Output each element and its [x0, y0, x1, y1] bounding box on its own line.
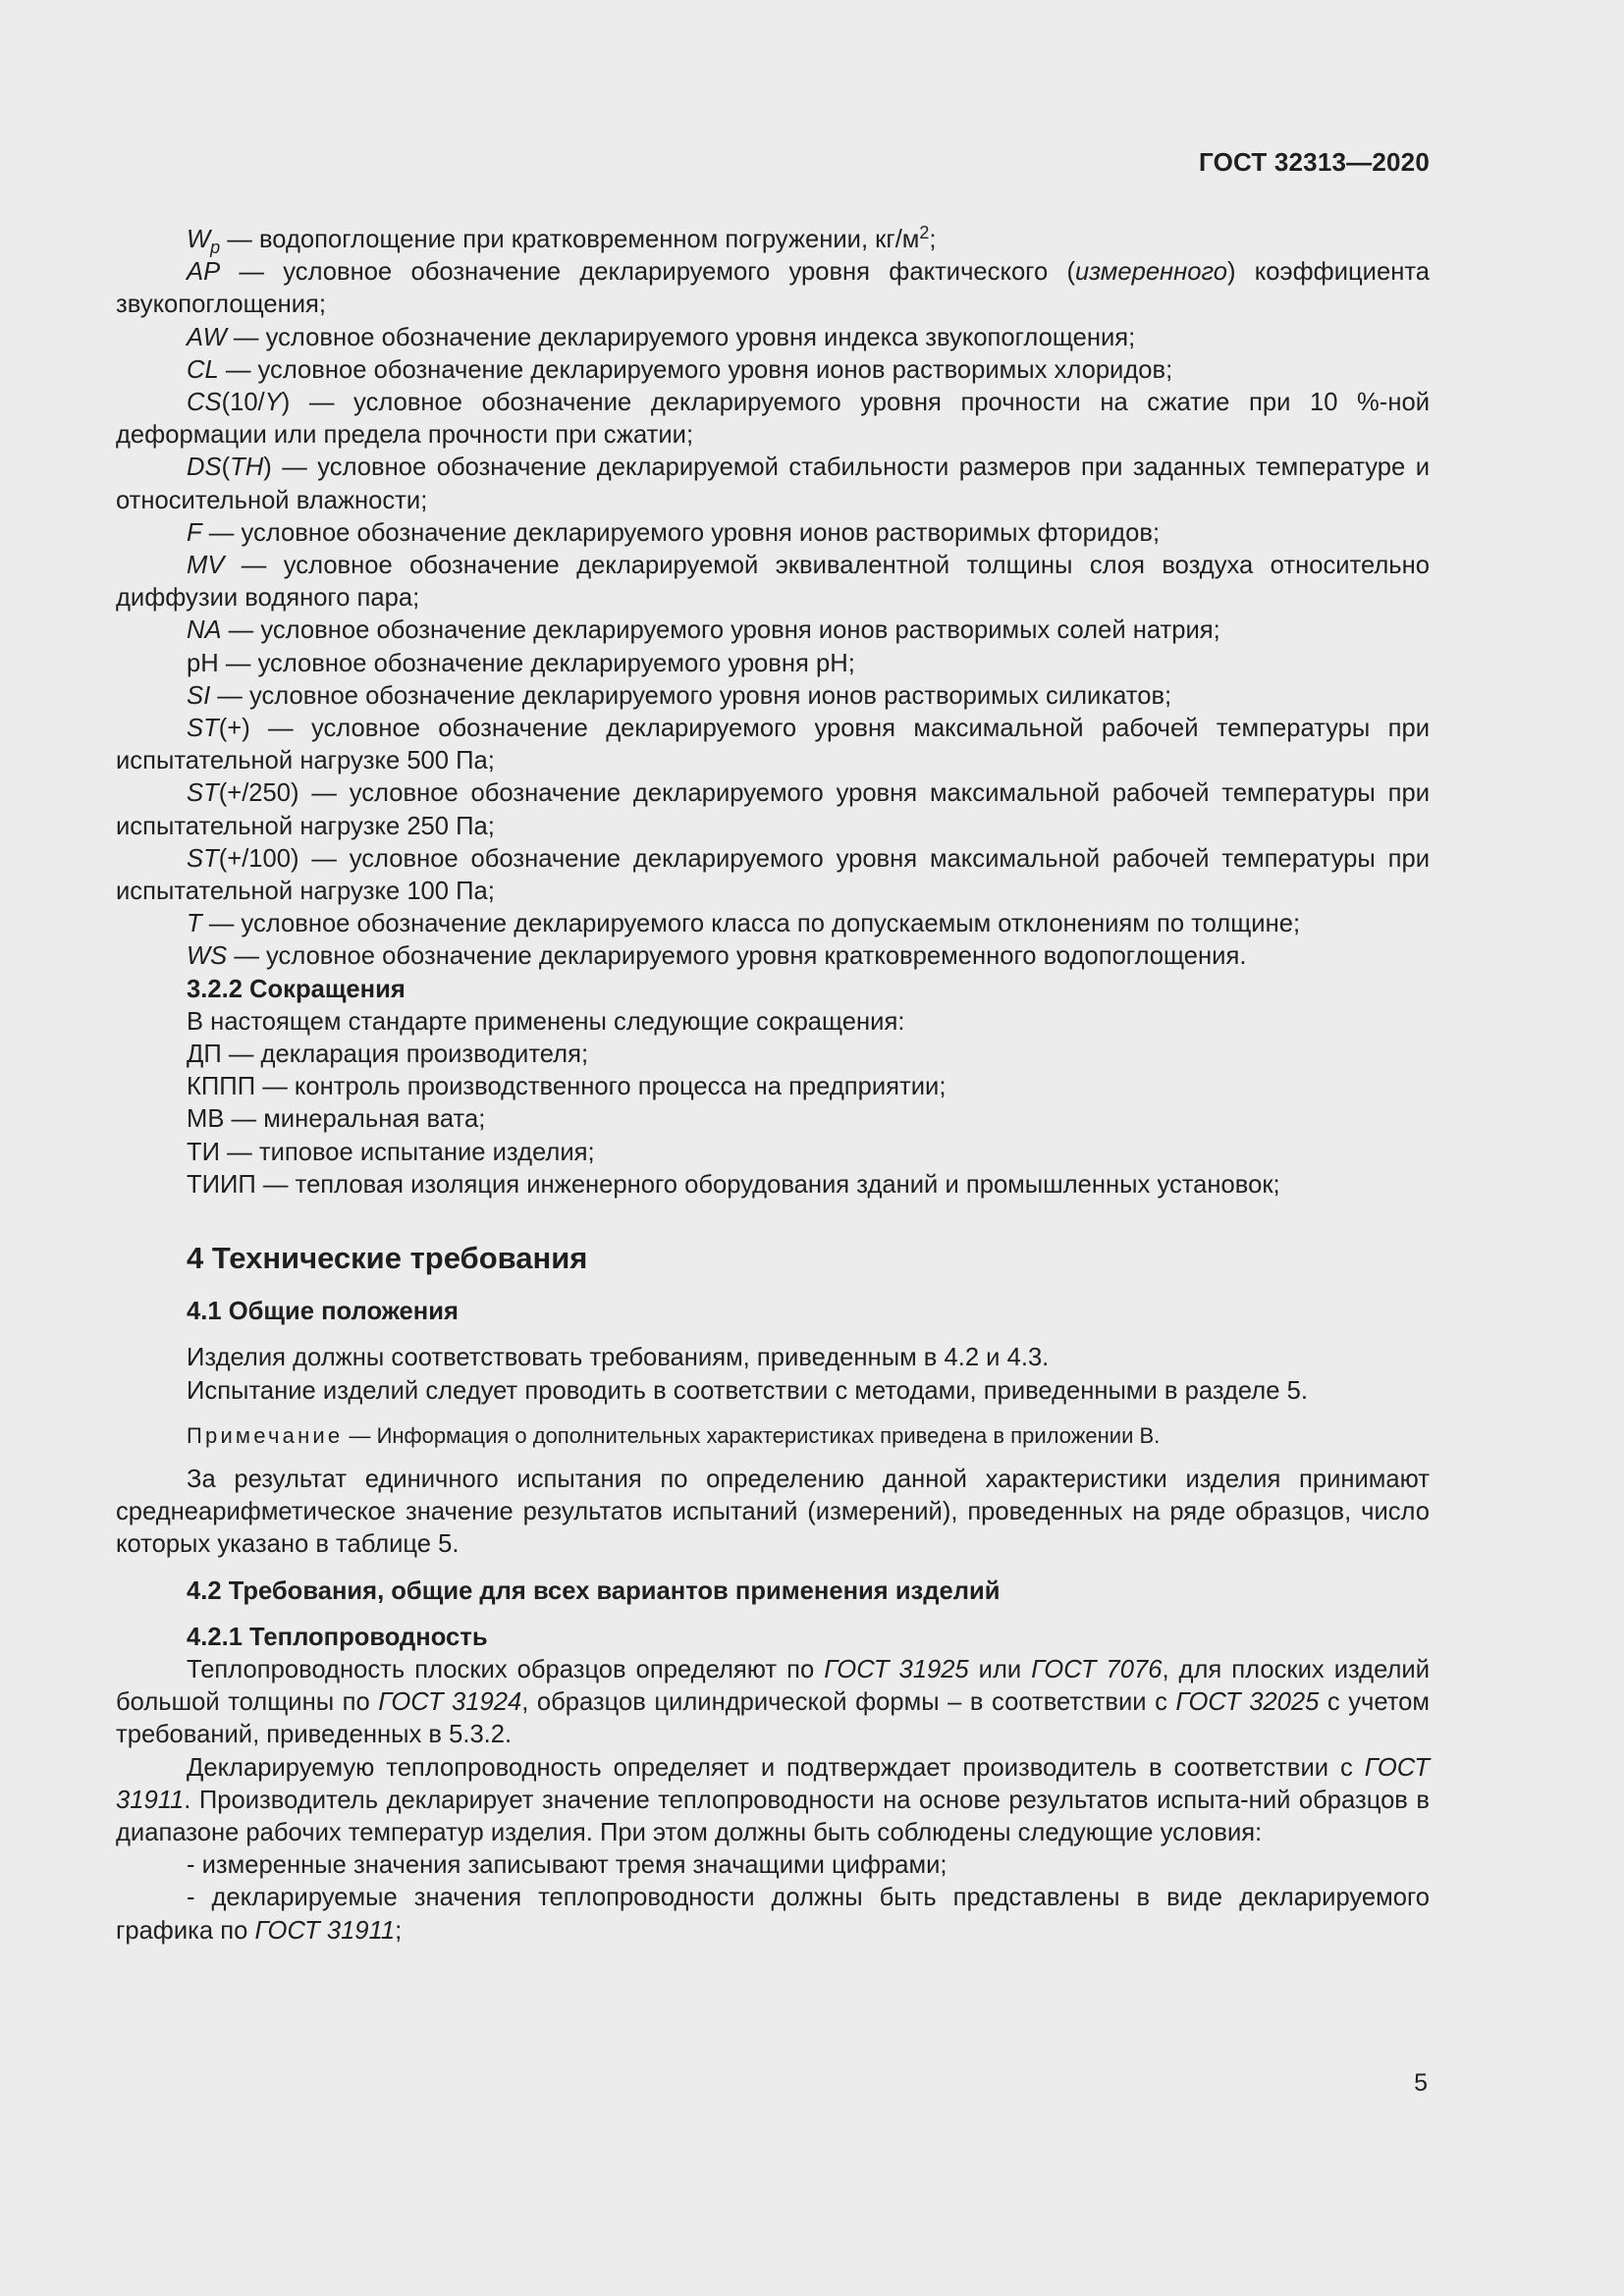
abbrev-item: ДП — декларация производителя; — [187, 1041, 589, 1069]
symbol-st-250: ST(+/250) — условное обозначение декларируемого уровня максимальной рабочей температуры при испытательной нагрузке 250 Па; — [116, 779, 1430, 840]
symbol-st-500: ST(+) — условное обозначение декларируемого уровня максимальной рабочей температуры при испытательной нагрузке 500 Па; — [116, 715, 1430, 775]
section-4-2-title: 4.2 Требования, общие для всех вариантов применения изделий — [187, 1576, 1001, 1605]
symbol-mv: MV — условное обозначение декларируемой эквивалентной толщины слоя воздуха относительно диффузии водяного пара; — [116, 552, 1430, 613]
gost-ref: ГОСТ 31925 — [824, 1655, 969, 1683]
abbrev-item: МВ — минеральная вата; — [187, 1105, 486, 1134]
gost-ref: ГОСТ 31911 — [254, 1916, 396, 1945]
section-4-2-1-p1: Теплопроводность плоских образцов определяют по ГОСТ 31925 или ГОСТ 7076, для плоских изделий большой толщины по ГОСТ 31924, образцов цилиндрической формы – в соответствии с ГОСТ 32025 с учетом требований, приведенных в 5.3.2. — [116, 1655, 1431, 1749]
gost-ref: ГОСТ 7076 — [1031, 1655, 1163, 1683]
symbol-cs: CS(10/Y) — условное обозначение декларируемого уровня прочности на сжатие при 10 %-ной деформации или предела прочности при сжатии; — [116, 389, 1430, 450]
symbol-ws: WS — условное обозначение декларируемого уровня кратковременного водопоглощения. — [187, 942, 1247, 971]
section-4-2-1-p2: Декларируемую теплопроводность определяет и подтверждает производитель в соответствии с ГОСТ 31911. Производитель декларирует значение теплопроводности на основе результатов испыта-ний образцов в диапазоне рабочих температур изделия. При этом должны быть соблюдены следующие условия: — [116, 1753, 1430, 1846]
abbrev-item: ТИ — типовое испытание изделия; — [187, 1138, 595, 1166]
symbol-f: F — условное обозначение декларируемого уровня ионов растворимых фторидов; — [187, 518, 1161, 547]
symbol-na: NA — условное обозначение декларируемого уровня ионов растворимых солей натрия; — [187, 616, 1220, 645]
bullet-item: - измеренные значения записывают тремя значащими цифрами; — [187, 1851, 947, 1880]
gost-ref: ГОСТ 32025 — [1175, 1688, 1320, 1717]
symbol-t: T — условное обозначение декларируемого класса по допускаемым отклонениям по толщине; — [187, 910, 1301, 938]
section-4-1-p1: Изделия должны соответствовать требованиям, приведенным в 4.2 и 4.3. — [187, 1344, 1050, 1372]
symbol-ap: AP — условное обозначение декларируемого уровня фактического (измеренного) коэффициента звукопоглощения; — [116, 258, 1430, 319]
document-code: ГОСТ 32313—2020 — [1199, 147, 1430, 177]
page-number: 5 — [1414, 2069, 1428, 2097]
section-4-1-p3: За результат единичного испытания по определению данной характеристики изделия принимают среднеарифметическое значение результатов испытаний (измерений), проведенных на ряде образцов, число которых указано в таблице 5. — [116, 1465, 1430, 1559]
symbol-si: SI — условное обозначение декларируемого уровня ионов растворимых силикатов; — [187, 681, 1172, 710]
bullet-item: - декларируемые значения теплопроводности должны быть представлены в виде декларируемого графика по ГОСТ 31911; — [116, 1884, 1430, 1945]
note-label: Примечание — [187, 1422, 344, 1448]
abbrev-item: КППП — контроль производственного процесса на предприятии; — [187, 1073, 947, 1101]
gost-ref: ГОСТ 31911 — [116, 1753, 1430, 1814]
body-text — [116, 224, 1430, 1948]
section-4-title: 4 Технические требования — [187, 1241, 588, 1276]
note: Примечание — Информация о дополнительных характеристиках приведена в приложении В. — [187, 1422, 1161, 1448]
symbol-cl: CL — условное обозначение декларируемого уровня ионов растворимых хлоридов; — [187, 355, 1173, 384]
section-4-1-p2: Испытание изделий следует проводить в соответствии с методами, приведенными в разделе 5. — [187, 1376, 1308, 1405]
symbol-wp: $W_р$ — водопоглощение при кратковременном погружении, $кг/м^2$; — [187, 223, 937, 257]
symbol-aw: AW — условное обозначение декларируемого уровня индекса звукопоглощения; — [187, 323, 1136, 351]
abbrev-heading: 3.2.2 Сокращения — [187, 975, 406, 1003]
gost-ref: ГОСТ 31924 — [378, 1688, 522, 1717]
abbrev-intro: В настоящем стандарте применены следующие сокращения: — [187, 1007, 905, 1036]
symbol-ph: pH — условное обозначение декларируемого уровня pH; — [187, 649, 855, 677]
section-4-2-1-title: 4.2.1 Теплопроводность — [187, 1623, 488, 1651]
symbol-ds: DS(TH) — условное обозначение декларируемой стабильности размеров при заданных температуре и относительной влажности; — [116, 454, 1430, 514]
abbrev-item: ТИИП — тепловая изоляция инженерного оборудования зданий и промышленных установок; — [187, 1170, 1280, 1199]
section-4-1-title: 4.1 Общие положения — [187, 1298, 459, 1326]
symbol-st-100: ST(+/100) — условное обозначение декларируемого уровня максимальной рабочей температуры при испытательной нагрузке 100 Па; — [116, 844, 1430, 906]
